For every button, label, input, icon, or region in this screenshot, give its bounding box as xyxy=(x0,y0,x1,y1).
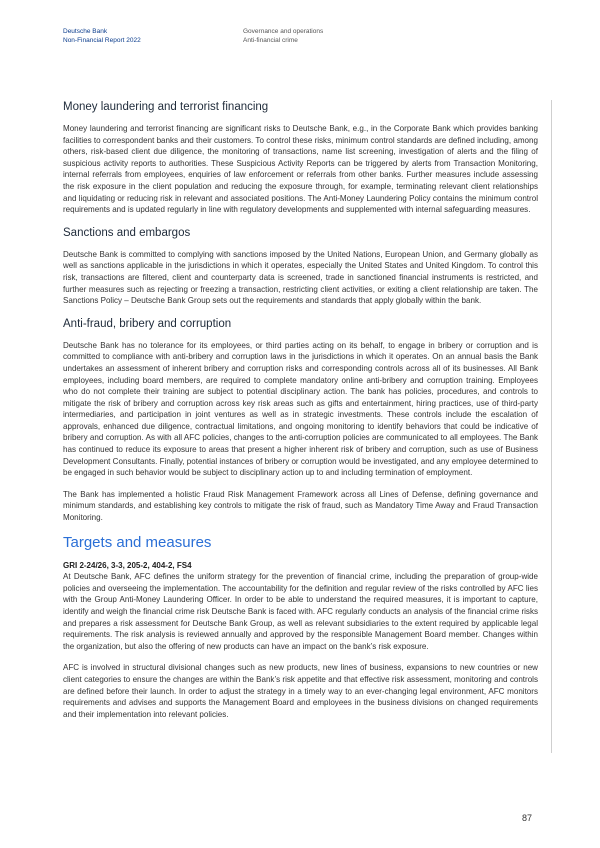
paragraph: Money laundering and terrorist financing are significant risks to Deutsche Bank, e.g., in the Corporate Bank which provides banking facilities to correspondent banks and their customers. To control these risks, minimum control standards are defined including, among others, risk-based client due diligence, the monitoring of transactions, name list screening, investigation of alerts and the filing of suspicious activity reports to authorities. These Suspicious Activity Reports can be triggered by alerts from Transaction Monitoring, internal referrals from employees, enquiries of law enforcement or referrals from other banks. Further measures include assessing the risk exposure in the client population and reducing the exposure through, for example, terminating relevant client relationships and liquidating or reducing risk in relevant and associated positions. The Anti-Money Laundering Policy contains the minimum control requirements and is updated regularly in line with regulatory developments and supplemented with internal safeguarding measures. xyxy=(63,124,538,215)
section-name: Governance and operations xyxy=(243,28,324,35)
heading-sanctions: Sanctions and embargos xyxy=(63,226,191,239)
heading-targets-measures: Targets and measures xyxy=(63,533,212,551)
heading-anti-fraud: Anti-fraud, bribery and corruption xyxy=(63,317,232,330)
subsection-name: Anti-financial crime xyxy=(243,37,298,44)
report-header-left xyxy=(63,27,141,45)
paragraph: AFC is involved in structural divisional changes such as new products, new lines of business, expansions to new countries or new client categories to ensure the changes are within the Bank’s risk appetite and that effective risk assessment, monitoring and controls are defined before their launch. In order to adjust the strategy in a timely way to an ever-changing legal environment, AFC monitors requirements and advises and supports the Management Board and employees in the business divisions on changed requirements and their implementation into relevant policies. xyxy=(63,663,538,719)
company-name: Deutsche Bank xyxy=(63,28,108,35)
gri-reference: GRI 2-24/26, 3-3, 205-2, 404-2, FS4 xyxy=(63,560,192,570)
heading-money-laundering: Money laundering and terrorist financing xyxy=(63,101,269,113)
margin-rule xyxy=(551,100,552,753)
paragraph: Deutsche Bank has no tolerance for its employees, or third parties acting on its behalf, to engage in bribery or corruption and is committed to compliance with anti-bribery and corruption laws in the jurisdictions in which it operates. On an annual basis the Bank undertakes an assessment of inherent bribery and corruption risks and corresponding controls across all of its businesses. All Bank employees, including board members, are required to complete mandatory online anti-bribery and corruption training. Employees who do not complete their training are subject to potential disciplinary action. The bank has policies, procedures, and controls to mitigate the risk of bribery and corruption across key risk areas such as gifts and entertainment, hiring practices, use of third-party intermediaries, and participation in joint ventures as well as in strategic investments. These controls include the escalation of approvals, enhanced due diligence, contractual limitations, and ongoing monitoring to identify behaviors that could be indicative of bribery and corruption. As with all AFC policies, changes to the anti-corruption policies are communicated to all employees. The Bank has continued to reduce its exposure to areas that present a higher inherent risk of bribery and corruption, such as use of Business Development Consultants. Finally, potential instances of bribery or corruption would be investigated, and any employee determined to be engaged in such behavior would be subject to disciplinary action up to and including termination of employment. xyxy=(63,340,538,478)
page-number: 87 xyxy=(522,813,533,823)
report-header-right xyxy=(243,27,323,45)
paragraph: At Deutsche Bank, AFC defines the uniform strategy for the prevention of financial crime, including the preparation of group-wide policies and overseeing the implementation. The accountability for the definition and regular review of the risks controlled by AFC lies with the Group Anti-Money Laundering Officer. In order to be able to understand the required measures, it is important to capture, identify and weigh the financial crime risk Deutsche Bank is faced with. AFC regularly conducts an analysis of the financial crime risks and prepares a risk assessment for Deutsche Bank Group, as well as relevant subsidiaries to the extent required by applicable legal requirements. The risk analysis is reviewed annually and approved by the responsible Management Board member. Changes within the organization, but also the offering of new products can have an impact on the bank’s risk exposure. xyxy=(63,572,538,651)
page-body xyxy=(63,100,538,730)
paragraph: Deutsche Bank is committed to complying with sanctions imposed by the United Nations, European Union, and Germany globally as well as sanctions applicable in the jurisdictions in which it operates, especially the United States and United Kingdom. To control this risk, transactions are filtered, client and counterparty data is screened, trade in sanctioned financial instruments is restricted, and further measures such as rejecting or freezing a transaction, restricting client activities, or exiting a client relationship are taken. The Sanctions Policy – Deutsche Bank Group sets out the requirements and standards that apply globally within the bank. xyxy=(63,249,538,306)
paragraph: The Bank has implemented a holistic Fraud Risk Management Framework across all Lines of Defense, defining governance and minimum standards, and establishing key controls to mitigate the risk of fraud, such as Mandatory Time Away and Fraud Transaction Monitoring. xyxy=(63,489,538,523)
report-name: Non-Financial Report 2022 xyxy=(63,37,141,44)
